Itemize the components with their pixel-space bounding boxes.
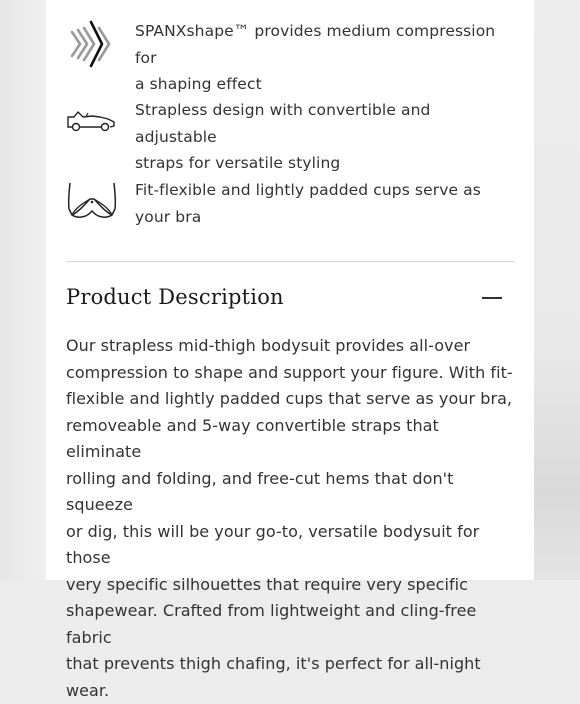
product-description-header[interactable]	[66, 280, 514, 316]
section-divider	[66, 261, 514, 262]
feature-line: SPANXshape™ provides medium compression for	[135, 22, 496, 67]
section-title: Product Description	[66, 285, 284, 309]
feature-strapless	[66, 97, 526, 172]
feature-line: a shaping effect	[135, 75, 262, 93]
feature-line: Strapless design with convertible and adjustable	[135, 101, 431, 146]
product-details-panel	[46, 0, 534, 700]
feature-cups	[66, 177, 526, 237]
description-line: removeable and 5-way convertible straps that eliminate	[66, 415, 439, 461]
product-description-text	[66, 333, 518, 704]
feature-compression	[66, 18, 526, 93]
description-line: very specific silhouettes that require very specific	[66, 574, 468, 594]
compression-chevrons-icon	[66, 18, 118, 70]
description-line: that prevents thigh chafing, it's perfect for all-night wear.	[66, 654, 481, 700]
description-line: Our strapless mid-thigh bodysuit provides all-over	[66, 336, 471, 355]
description-line: shapewear. Crafted from lightweight and cling-free fabric	[66, 601, 477, 647]
backdrop-right	[534, 0, 580, 580]
collapse-button[interactable]	[480, 286, 504, 310]
collapse-minus-icon	[482, 297, 502, 299]
feature-text	[135, 18, 515, 98]
feature-line: straps for versatile styling	[135, 154, 341, 172]
backdrop-left	[0, 0, 46, 580]
description-line: flexible and lightly padded cups that serve as your bra,	[66, 389, 513, 408]
convertible-car-icon	[66, 97, 118, 149]
feature-line: Fit-flexible and lightly padded cups serve as	[135, 181, 481, 199]
description-line: compression to shape and support your figure. With fit-	[66, 362, 513, 382]
feature-text	[135, 177, 515, 230]
bra-icon	[66, 177, 118, 229]
description-line: or dig, this will be your go-to, versatile bodysuit for those	[66, 521, 480, 567]
description-line: rolling and folding, and free-cut hems that don't squeeze	[66, 468, 454, 514]
feature-line: your bra	[135, 207, 202, 226]
feature-text	[135, 97, 515, 177]
